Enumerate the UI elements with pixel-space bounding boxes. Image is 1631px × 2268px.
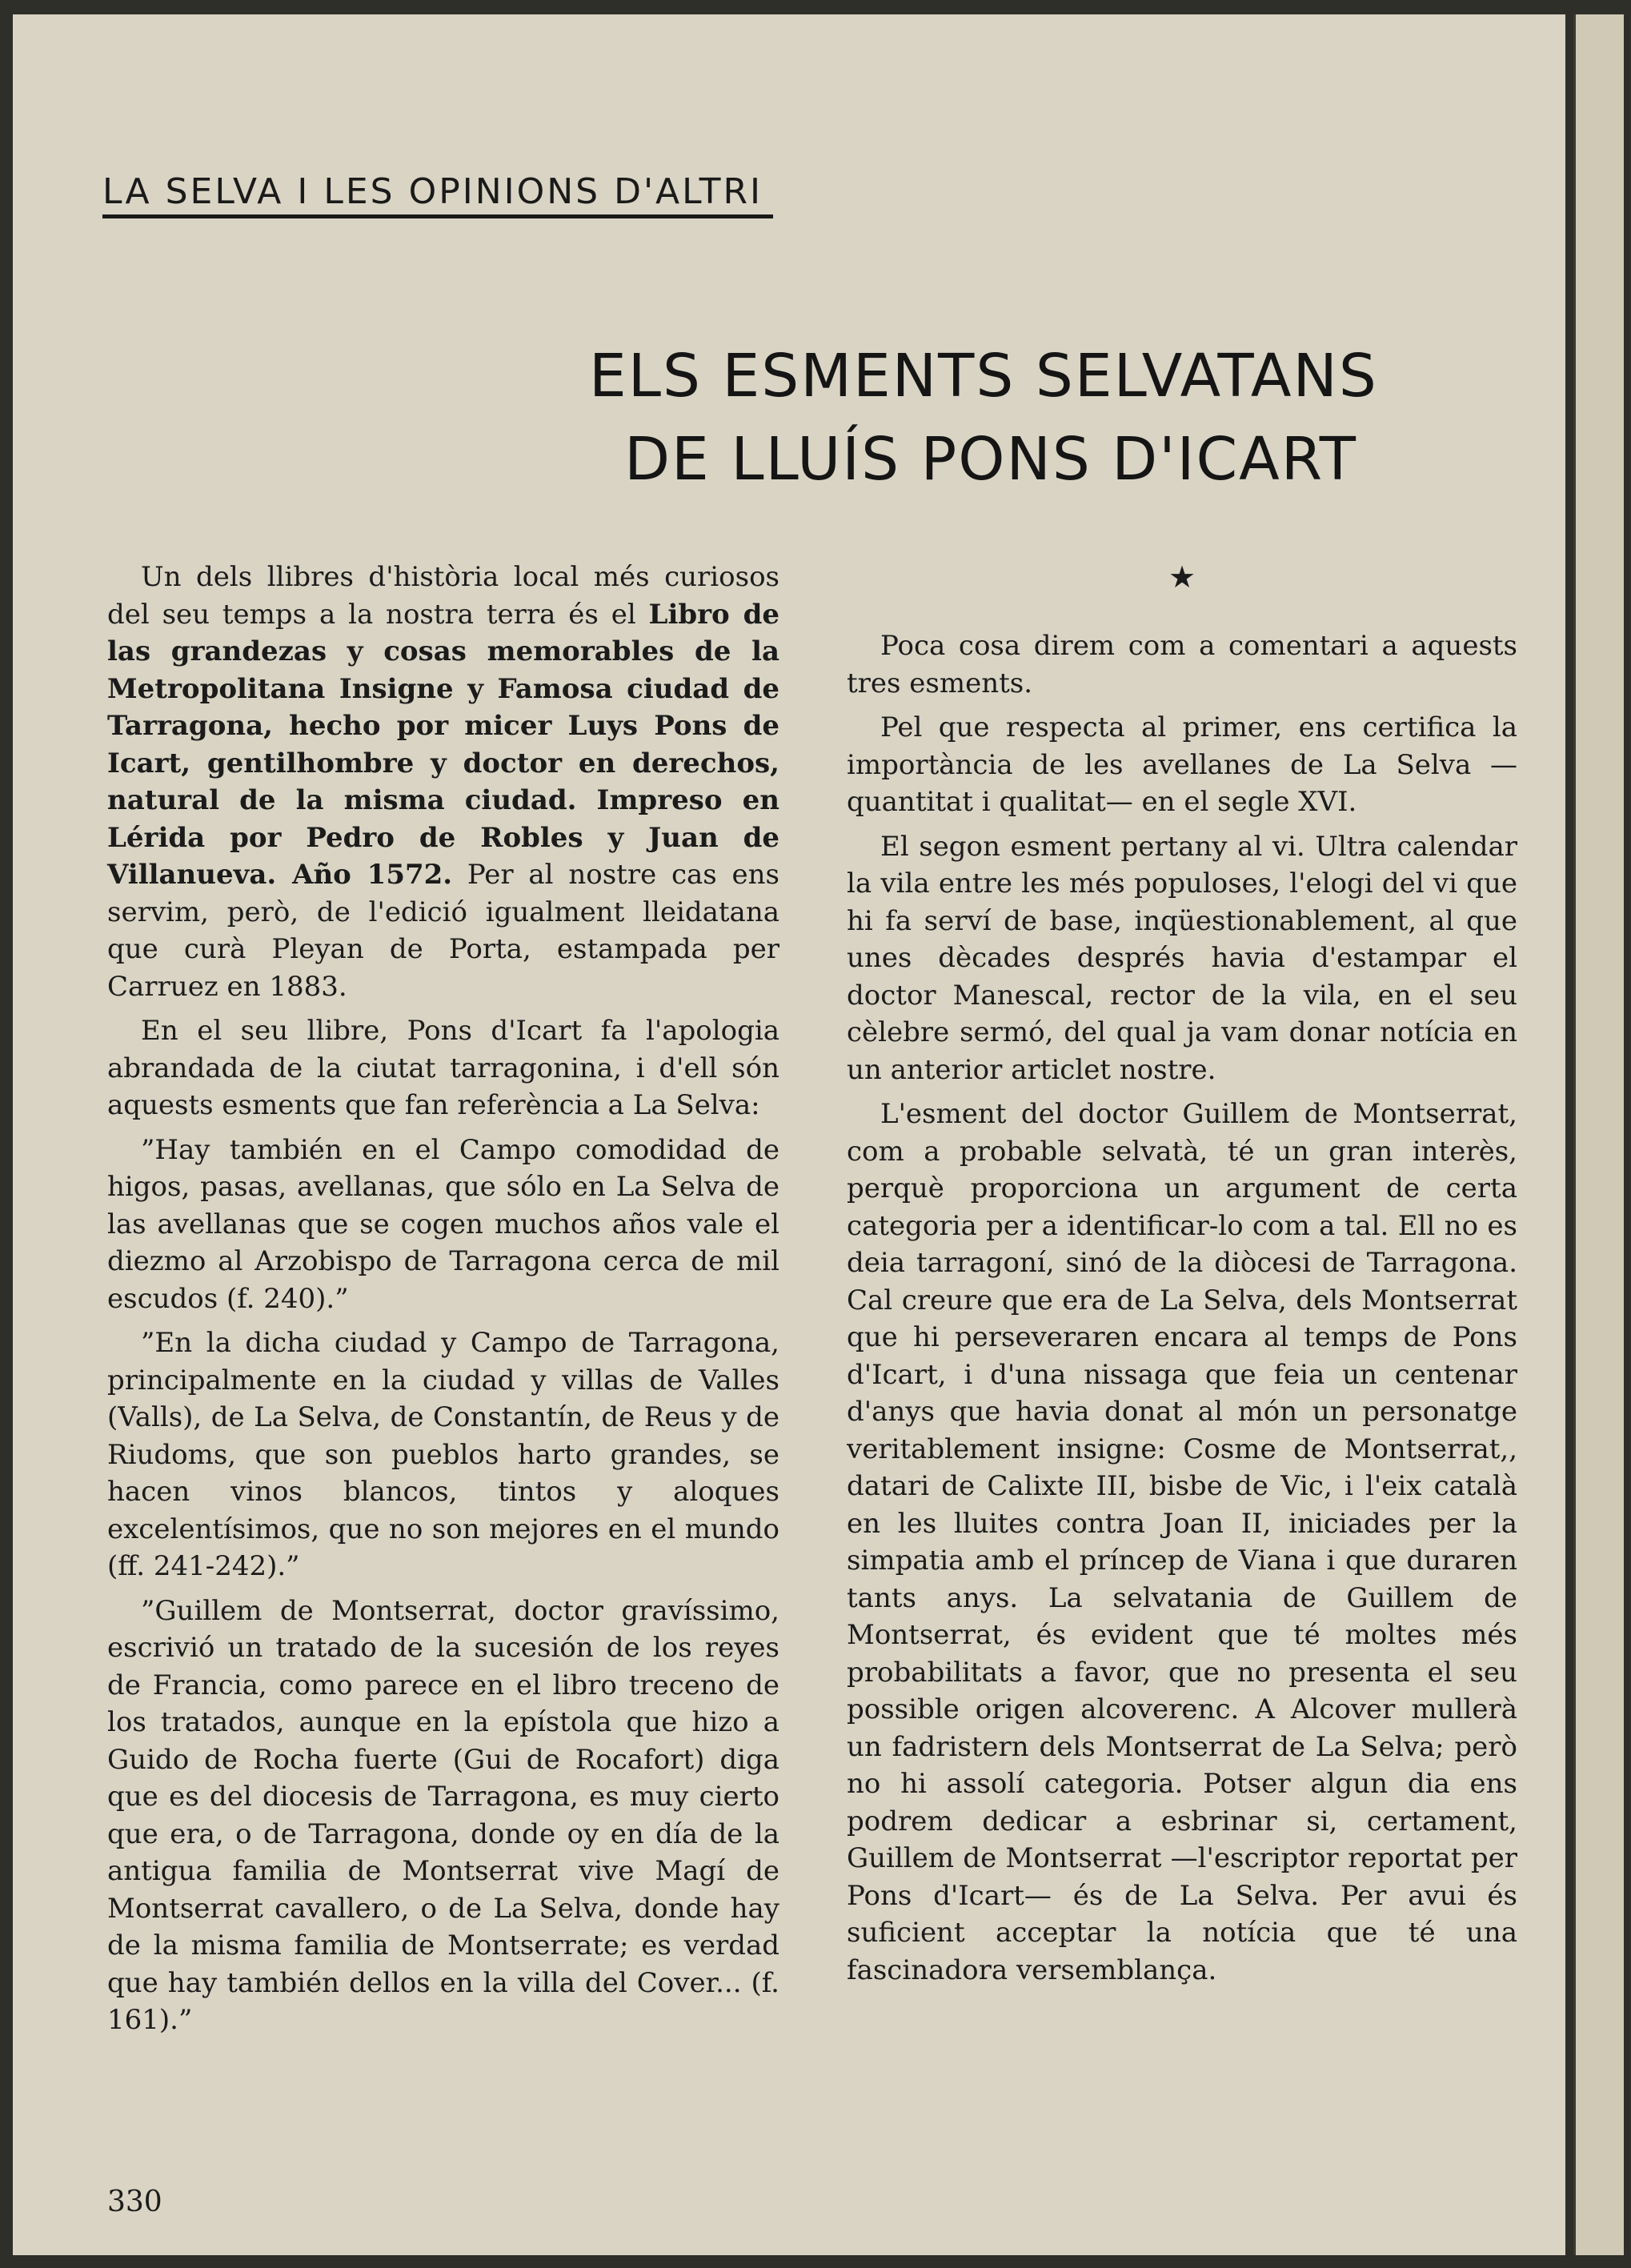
magazine-page bbox=[13, 14, 1565, 2255]
article-title-line-2: DE LLUÍS PONS D'ICART bbox=[624, 425, 1357, 494]
page-number: 330 bbox=[107, 2186, 162, 2218]
paragraph-second-mention: El segon esment pertany al vi. Ultra calendar la vila entre les més populoses, l'elogi del vi que hi fa serví de base, inqüestionablement, al que unes dècades després havia d'estampar el doctor Manescal, rector de la vila, en el seu cèlebre sermó, del qual ja vam donar notícia en un anterior articlet nostre. bbox=[847, 830, 1517, 1086]
right-column bbox=[847, 559, 1517, 1996]
book-title: Libro de las grandezas y cosas memorables de la Metropolitana Insigne y Famosa ciudad de Tarragona, hecho por micer Luys Pons de Icart, gentilhombre y doctor en derechos, natural de la misma ciudad. Impreso en Lérida por Pedro de Robles y Juan de Villanueva. Año 1572. bbox=[107, 598, 779, 891]
quote-vinos: ”En la dicha ciudad y Campo de Tarragona, principalmente en la ciudad y villas de Valles (Valls), de La Selva, de Constantín, de Reus y de Riudoms, que son pueblos harto grandes, se hacen vinos blancos, tintos y aloques excelentísimos, que no son mejores en el mundo (ff. 241-242).” bbox=[107, 1327, 779, 1582]
intro-text: Un dels llibres d'història local més curiosos del seu temps a la nostra terra és el bbox=[107, 561, 779, 631]
quote-avellanas: ”Hay también en el Campo comodidad de higos, pasas, avellanas, que sólo en La Selva de las avellanas que se cogen muchos años vale el diezmo al Arzobispo de Tarragona cerca de mil escudos (f. 240).” bbox=[107, 1133, 779, 1315]
article-title bbox=[589, 335, 1378, 501]
paragraph-third-mention: L'esment del doctor Guillem de Montserrat, com a probable selvatà, té un gran interès, perquè proporciona un argument de certa categoria per a identificar-lo com a tal. Ell no es deia tarragoní, sinó de la diòcesi de Tarragona. Cal creure que era de La Selva, dels Montserrat que hi perseveraren encara al temps de Pons d'Icart, i d'una nissaga que feia un centenar d'anys que havia donat al món un personatge veritablement insigne: Cosme de Montserrat,, datari de Calixte III, bisbe de Vic, i l'eix català en les lluites contra Joan II, iniciades per la simpatia amb el príncep de Viana i que duraren tants anys. La selvatania de Guillem de Montserrat, és evident que té moltes més probabilitats a favor, que no presenta el seu possible origen alcoverenc. A Alcover mullerà un fadristern dels Montserrat de La Selva; però no hi assolí categoria. Potser algun dia ens podrem dedicar a esbrinar si, certament, Guillem de Montserrat —l'escriptor reportat per Pons d'Icart— és de La Selva. Per avui és suficient acceptar la notícia que té una fascinadora versemblança. bbox=[847, 1098, 1517, 1986]
intro-rest: Per al nostre cas ens servim, però, de l'edició igualment lleidatana que curà Pleyan de Porta, estampada per Carruez en 1883. bbox=[107, 859, 779, 1003]
paragraph-intro bbox=[107, 559, 779, 1005]
paragraph-first-mention: Pel que respecta al primer, ens certifica la importància de les avellanes de La Selva —quantitat i qualitat— en el segle XVI. bbox=[847, 711, 1517, 818]
star-icon: ★ bbox=[1168, 559, 1196, 595]
article-title-line-1: ELS ESMENTS SELVATANS bbox=[589, 342, 1378, 411]
left-column bbox=[107, 559, 779, 2046]
adjacent-page-edge bbox=[1573, 14, 1624, 2255]
section-underline bbox=[102, 214, 773, 218]
quote-guillem: ”Guillem de Montserrat, doctor gravíssimo, escrivió un tratado de la sucesión de los reyes de Francia, como parece en el libro treceno de los tratados, aunque en la epístola que hizo a Guido de Rocha fuerte (Gui de Rocafort) diga que es del diocesis de Tarragona, es muy cierto que era, o de Tarragona, donde oy en día de la antigua familia de Montserrat vive Magí de Montserrat cavallero, o de La Selva, donde hay de la misma familia de Montserrate; es verdad que hay también dellos en la villa del Cover... (f. 161).” bbox=[107, 1594, 779, 2036]
paragraph-apologia: En el seu llibre, Pons d'Icart fa l'apologia abrandada de la ciutat tarragonina, i d'ell són aquests esments que fan referència a La Selva: bbox=[107, 1015, 779, 1121]
paragraph-comment: Poca cosa direm com a comentari a aquests tres esments. bbox=[847, 630, 1517, 699]
section-label: LA SELVA I LES OPINIONS D'ALTRI bbox=[102, 171, 763, 212]
